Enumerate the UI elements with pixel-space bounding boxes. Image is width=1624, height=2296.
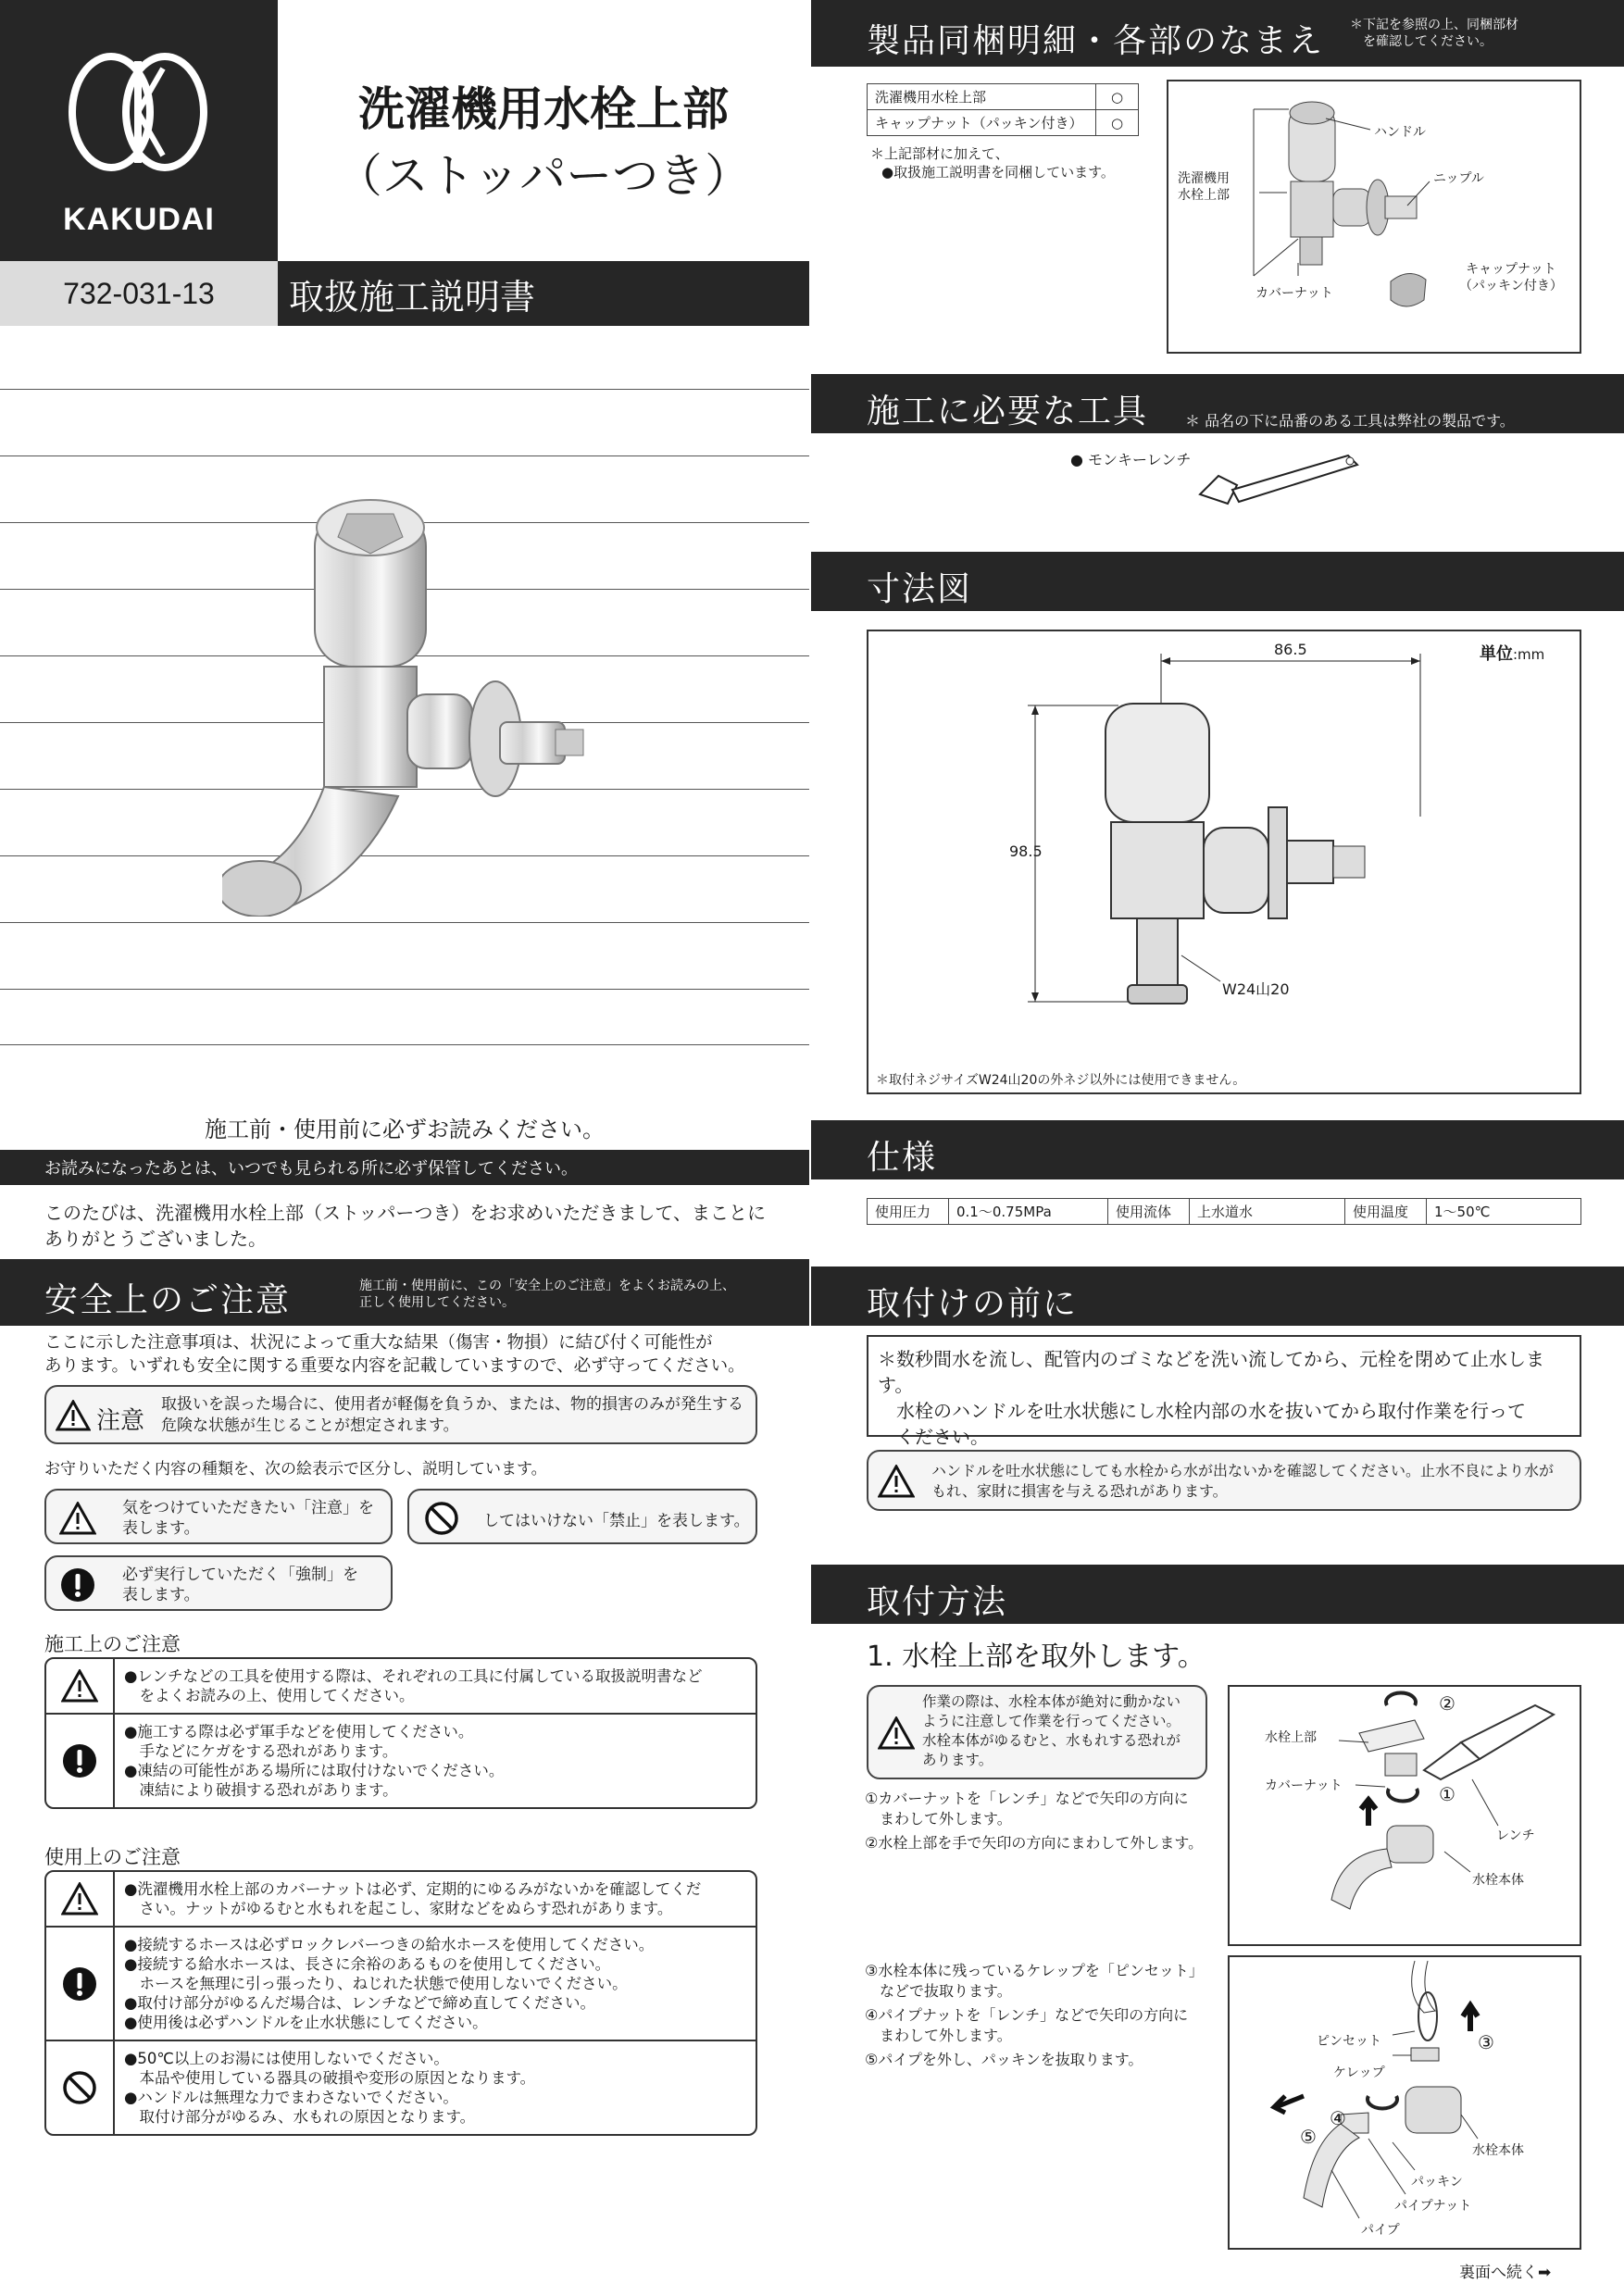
spec-value-pressure: 0.1～0.75MPa — [949, 1199, 1108, 1225]
use-note-3d: 取付け部分がゆるみ、水もれの原因となります。 — [124, 2108, 476, 2126]
before-p2: 水栓のハンドルを吐水状態にし水栓内部の水を抜いてから取付作業を行って — [878, 1400, 1526, 1422]
method-warning — [867, 1685, 1207, 1779]
sym-caution1: 気をつけていただきたい「注意」を — [122, 1499, 374, 1517]
fig2-num-3: ③ — [1478, 2031, 1494, 2053]
product-title-line1: 洗濯機用水栓上部 — [358, 82, 729, 136]
mandatory-icon — [59, 1566, 96, 1603]
spec-label-fluid: 使用流体 — [1108, 1199, 1190, 1225]
symbol-caution-text — [122, 1498, 374, 1539]
spec-header — [811, 1120, 1624, 1179]
fig2-label-packing: パッキン — [1411, 2175, 1463, 2190]
thanks-text — [44, 1200, 785, 1252]
before-p1: ＊数秒間水を流し、配管内のゴミなどを洗い流してから、元栓を閉めて止水します。 — [878, 1348, 1544, 1396]
doc-code: 732-031-13 — [63, 276, 215, 310]
monkey-wrench-icon — [1181, 448, 1367, 522]
contents-note1: ＊下記を参照の上、同梱部材 — [1350, 18, 1518, 32]
label-body2: 水栓上部 — [1178, 188, 1230, 203]
spec-value-fluid: 上水道水 — [1190, 1199, 1345, 1225]
table-row — [868, 84, 1139, 110]
caution-text2: 危険な状態が生じることが想定されます。 — [161, 1416, 459, 1435]
contents-item-mark: ○ — [1096, 84, 1139, 110]
before-box — [867, 1335, 1581, 1448]
faucet-illustration — [222, 491, 630, 917]
product-title — [278, 76, 809, 209]
fig1-num-1: ① — [1439, 1783, 1455, 1805]
label-nipple: ニップル — [1433, 171, 1484, 186]
continue-notice: 裏面へ続く➡ — [1459, 2264, 1552, 2282]
use-note-1b: さい。ナットがゆるむと水もれを起こし、家財などをぬらす恐れがあります。 — [124, 1900, 673, 1917]
symbol-prohibit-box — [407, 1489, 757, 1544]
install-note-2a: ●施工する際は必ず軍手などを使用してください。 — [124, 1723, 474, 1741]
tool-item: ● モンキーレンチ — [1070, 451, 1192, 468]
warning-triangle-icon — [878, 1465, 915, 1498]
method-s1a: ①カバーナットを「レンチ」などで矢印の方向に — [865, 1790, 1189, 1807]
install-note-2d: 凍結により破損する恐れがあります。 — [124, 1781, 398, 1799]
label-body1: 洗濯機用 — [1178, 171, 1230, 186]
use-notes-table — [44, 1870, 757, 2136]
method-s1b: まわして外します。 — [865, 1810, 1012, 1828]
symbol-force-text — [122, 1565, 358, 1605]
brand-logo-block — [0, 0, 278, 261]
before-warn2: もれ、家財に損害を与える恐れがあります。 — [931, 1482, 1228, 1500]
fig2-label-pipenut: パイプナット — [1394, 2199, 1472, 2214]
method-s3a: ③水栓本体に残っているケレップを「ピンセット」 — [865, 1962, 1204, 1979]
caution-definition — [161, 1394, 743, 1437]
product-title-line2: （ストッパーつき） — [335, 149, 752, 203]
method-step1: 1. 水栓上部を取外します。 — [867, 1641, 1206, 1673]
safety-intro1: ここに示した注意事項は、状況によって重大な結果（傷害・物損）に結び付く可能性が — [44, 1333, 713, 1353]
symbol-prohibit-text: してはいけない「禁止」を表します。 — [483, 1512, 750, 1530]
install-note-2b: 手などにケガをする恐れがあります。 — [124, 1742, 398, 1760]
fig1-num-2: ② — [1439, 1692, 1455, 1715]
label-cap-nut-sub: （パッキン付き） — [1459, 279, 1563, 293]
before-p3: ください。 — [878, 1426, 989, 1448]
dim-width: 86.5 — [1274, 641, 1307, 658]
warning-triangle-icon — [878, 1716, 915, 1750]
method-warn-2: ように注意して作業を行ってください。 — [922, 1713, 1181, 1729]
sym-caution2: 表します。 — [122, 1519, 200, 1538]
method-warn-1: 作業の際は、水栓本体が絶対に動かない — [922, 1693, 1181, 1710]
keep-notice: お読みになったあとは、いつでも見られる所に必ず保管してください。 — [44, 1159, 578, 1179]
method-title: 取付方法 — [867, 1583, 1008, 1621]
table-row — [868, 110, 1139, 136]
safety-sub2: 正しく使用してください。 — [359, 1295, 515, 1310]
fig2-num-5: ⑤ — [1300, 2126, 1317, 2148]
dimensions-title: 寸法図 — [867, 570, 973, 608]
mandatory-icon — [61, 1742, 98, 1779]
prohibited-icon — [424, 1501, 459, 1536]
fig1-label-top: 水栓上部 — [1265, 1730, 1317, 1745]
use-note-3c: ●ハンドルは無理な力でまわさないでください。 — [124, 2089, 458, 2106]
fig2-label-body: 水栓本体 — [1472, 2143, 1524, 2158]
contents-title: 製品同梱明細・各部のなまえ — [867, 22, 1325, 60]
use-note-2e: ●使用後は必ずハンドルを止水状態にしてください。 — [124, 2014, 488, 2031]
safety-intro — [44, 1331, 785, 1378]
tools-header — [811, 374, 1624, 433]
symbol-force-box — [44, 1555, 393, 1611]
dim-thread: W24山20 — [1222, 980, 1290, 998]
use-note-2d: ●取付け部分がゆるんだ場合は、レンチなどで締め直してください。 — [124, 1994, 595, 2012]
method-warning-text — [922, 1692, 1181, 1770]
symbol-caution-box — [44, 1489, 393, 1544]
label-handle: ハンドル — [1374, 125, 1426, 140]
safety-intro2: あります。いずれも安全に関する重要な内容を記載していますので、必ず守ってください。 — [44, 1356, 745, 1376]
label-faucet-top — [1178, 170, 1230, 204]
caution-text1: 取扱いを誤った場合に、使用者が軽傷を負うか、または、物的損害のみが発生する — [161, 1395, 743, 1414]
method-s5: ⑤パイプを外し、パッキンを抜取ります。 — [865, 2051, 1143, 2068]
caution-word: 注意 — [96, 1407, 145, 1435]
doc-label-bar — [278, 261, 809, 326]
spec-value-temp: 1～50℃ — [1427, 1199, 1581, 1225]
before-title: 取付けの前に — [867, 1285, 1079, 1323]
unit-label-word: 単位 — [1480, 644, 1513, 664]
spec-title: 仕様 — [867, 1139, 938, 1177]
before-warn1: ハンドルを吐水状態にしても水栓から水が出ないかを確認してください。止水不良により水が — [931, 1462, 1555, 1479]
warning-triangle-icon — [61, 1882, 98, 1915]
use-note-1a: ●洗濯機用水栓上部のカバーナットは必ず、定期的にゆるみがないかを確認してくだ — [124, 1880, 702, 1898]
label-cover-nut: カバーナット — [1255, 286, 1333, 301]
use-note-2c: ホースを無理に引っ張ったり、ねじれた状態で使用しないでください。 — [124, 1975, 628, 1992]
fig2-label-kerep: ケレップ — [1333, 2065, 1385, 2080]
contents-note2: を確認してください。 — [1363, 34, 1493, 49]
install-note-1b: をよくお読みの上、使用してください。 — [124, 1687, 415, 1704]
contents-item-mark: ○ — [1096, 110, 1139, 136]
doc-code-cell — [0, 261, 278, 326]
fig2-label-pin: ピンセット — [1317, 2034, 1381, 2049]
contents-extra — [870, 144, 1115, 181]
dimensions-frame — [867, 630, 1581, 1094]
use-notes-heading: 使用上のご注意 — [44, 1846, 181, 1868]
doc-label: 取扱施工説明書 — [289, 276, 536, 318]
warning-triangle-icon — [59, 1502, 96, 1535]
sym-force2: 表します。 — [122, 1586, 200, 1604]
use-note-3a: ●50℃以上のお湯には使用しないでください。 — [124, 2050, 449, 2067]
figure-step2-frame — [1228, 1955, 1581, 2250]
kakudai-logo-icon — [67, 52, 209, 172]
warning-triangle-icon — [61, 1669, 98, 1703]
safety-sub1: 施工前・使用前に、この「安全上のご注意」をよくお読みの上、 — [359, 1279, 735, 1293]
fig2-num-4: ④ — [1330, 2107, 1346, 2129]
use-note-2a: ●接続するホースは必ずロックレバーつきの給水ホースを使用してください。 — [124, 1936, 655, 1953]
dimensions-header — [811, 552, 1624, 611]
fig1-label-cover: カバーナット — [1265, 1778, 1343, 1793]
method-s3b: などで抜取ります。 — [865, 1982, 1012, 2000]
fig1-label-body: 水栓本体 — [1472, 1873, 1524, 1888]
figure-step1-frame — [1228, 1685, 1581, 1946]
thanks-line1: このたびは、洗濯機用水栓上部（ストッパーつき）をお求めいただきまして、まことに — [44, 1202, 766, 1224]
spec-label-pressure: 使用圧力 — [868, 1199, 949, 1225]
dim-note: ＊取付ネジサイズW24山20の外ネジ以外には使用できません。 — [876, 1073, 1246, 1088]
parts-diagram-frame — [1167, 80, 1581, 354]
method-s4a: ④パイプナットを「レンチ」などで矢印の方向に — [865, 2006, 1189, 2024]
safety-subtitle — [359, 1278, 735, 1311]
contents-note — [1350, 17, 1518, 50]
contents-extra1: ＊上記部材に加えて、 — [870, 145, 1009, 162]
mandatory-icon — [61, 1965, 98, 2003]
thanks-line2: ありがとうございました。 — [44, 1228, 267, 1250]
spec-table — [867, 1198, 1581, 1225]
fig1-label-wrench: レンチ — [1496, 1828, 1535, 1843]
fig2-label-pipe: パイプ — [1361, 2223, 1400, 2238]
warning-triangle-icon — [56, 1400, 91, 1431]
symbols-intro: お守りいただく内容の種類を、次の絵表示で区分し、説明しています。 — [44, 1460, 547, 1479]
method-s2: ②水栓上部を手で矢印の方向にまわして外します。 — [865, 1834, 1204, 1852]
tools-title: 施工に必要な工具 — [867, 393, 1149, 430]
install-notes-heading: 施工上のご注意 — [44, 1633, 181, 1655]
contents-header — [811, 0, 1624, 67]
contents-extra2: ●取扱施工説明書を同梱しています。 — [881, 164, 1115, 181]
before-header — [811, 1267, 1624, 1326]
install-note-2c: ●凍結の可能性がある場所には取付けないでください。 — [124, 1762, 505, 1779]
label-cap-nut-main: キャップナット — [1466, 262, 1556, 277]
install-notes-table — [44, 1657, 757, 1809]
brand-name: KAKUDAI — [63, 202, 215, 237]
use-note-3b: 本品や使用している器具の破損や変形の原因となります。 — [124, 2069, 536, 2087]
table-row — [868, 1199, 1581, 1225]
safety-header — [0, 1259, 809, 1326]
before-warning — [867, 1450, 1581, 1511]
label-cap-nut — [1459, 261, 1563, 294]
method-steps-1-2 — [865, 1789, 1203, 1853]
prohibited-icon — [62, 2070, 97, 2105]
contents-table — [867, 83, 1139, 136]
read-before-notice: 施工前・使用前に必ずお読みください。 — [205, 1117, 605, 1142]
unit-value: :mm — [1513, 646, 1545, 663]
spec-label-temp: 使用温度 — [1345, 1199, 1427, 1225]
keep-notice-bar — [0, 1150, 809, 1185]
figure-step1 — [1230, 1687, 1580, 1944]
method-warn-3: 水栓本体がゆるむと、水もれする恐れが — [922, 1732, 1181, 1749]
method-header — [811, 1565, 1624, 1624]
before-warning-text — [931, 1461, 1554, 1502]
sym-force1: 必ず実行していただく「強制」を — [122, 1566, 358, 1584]
safety-title: 安全上のご注意 — [44, 1281, 292, 1319]
contents-item-name: 洗濯機用水栓上部 — [868, 84, 1096, 110]
use-note-2b: ●接続する給水ホースは、長さに余裕のあるものを使用してください。 — [124, 1955, 611, 1973]
method-steps-3-5 — [865, 1961, 1204, 2070]
dim-height: 98.5 — [1009, 842, 1043, 860]
tools-note: ＊ 品名の下に品番のある工具は弊社の製品です。 — [1185, 412, 1515, 430]
contents-item-name: キャップナット（パッキン付き） — [868, 110, 1096, 136]
install-note-1a: ●レンチなどの工具を使用する際は、それぞれの工具に付属している取扱説明書など — [124, 1667, 703, 1685]
method-s4b: まわして外します。 — [865, 2027, 1012, 2044]
method-warn-4: あります。 — [922, 1752, 993, 1768]
caution-definition-box — [44, 1385, 757, 1444]
